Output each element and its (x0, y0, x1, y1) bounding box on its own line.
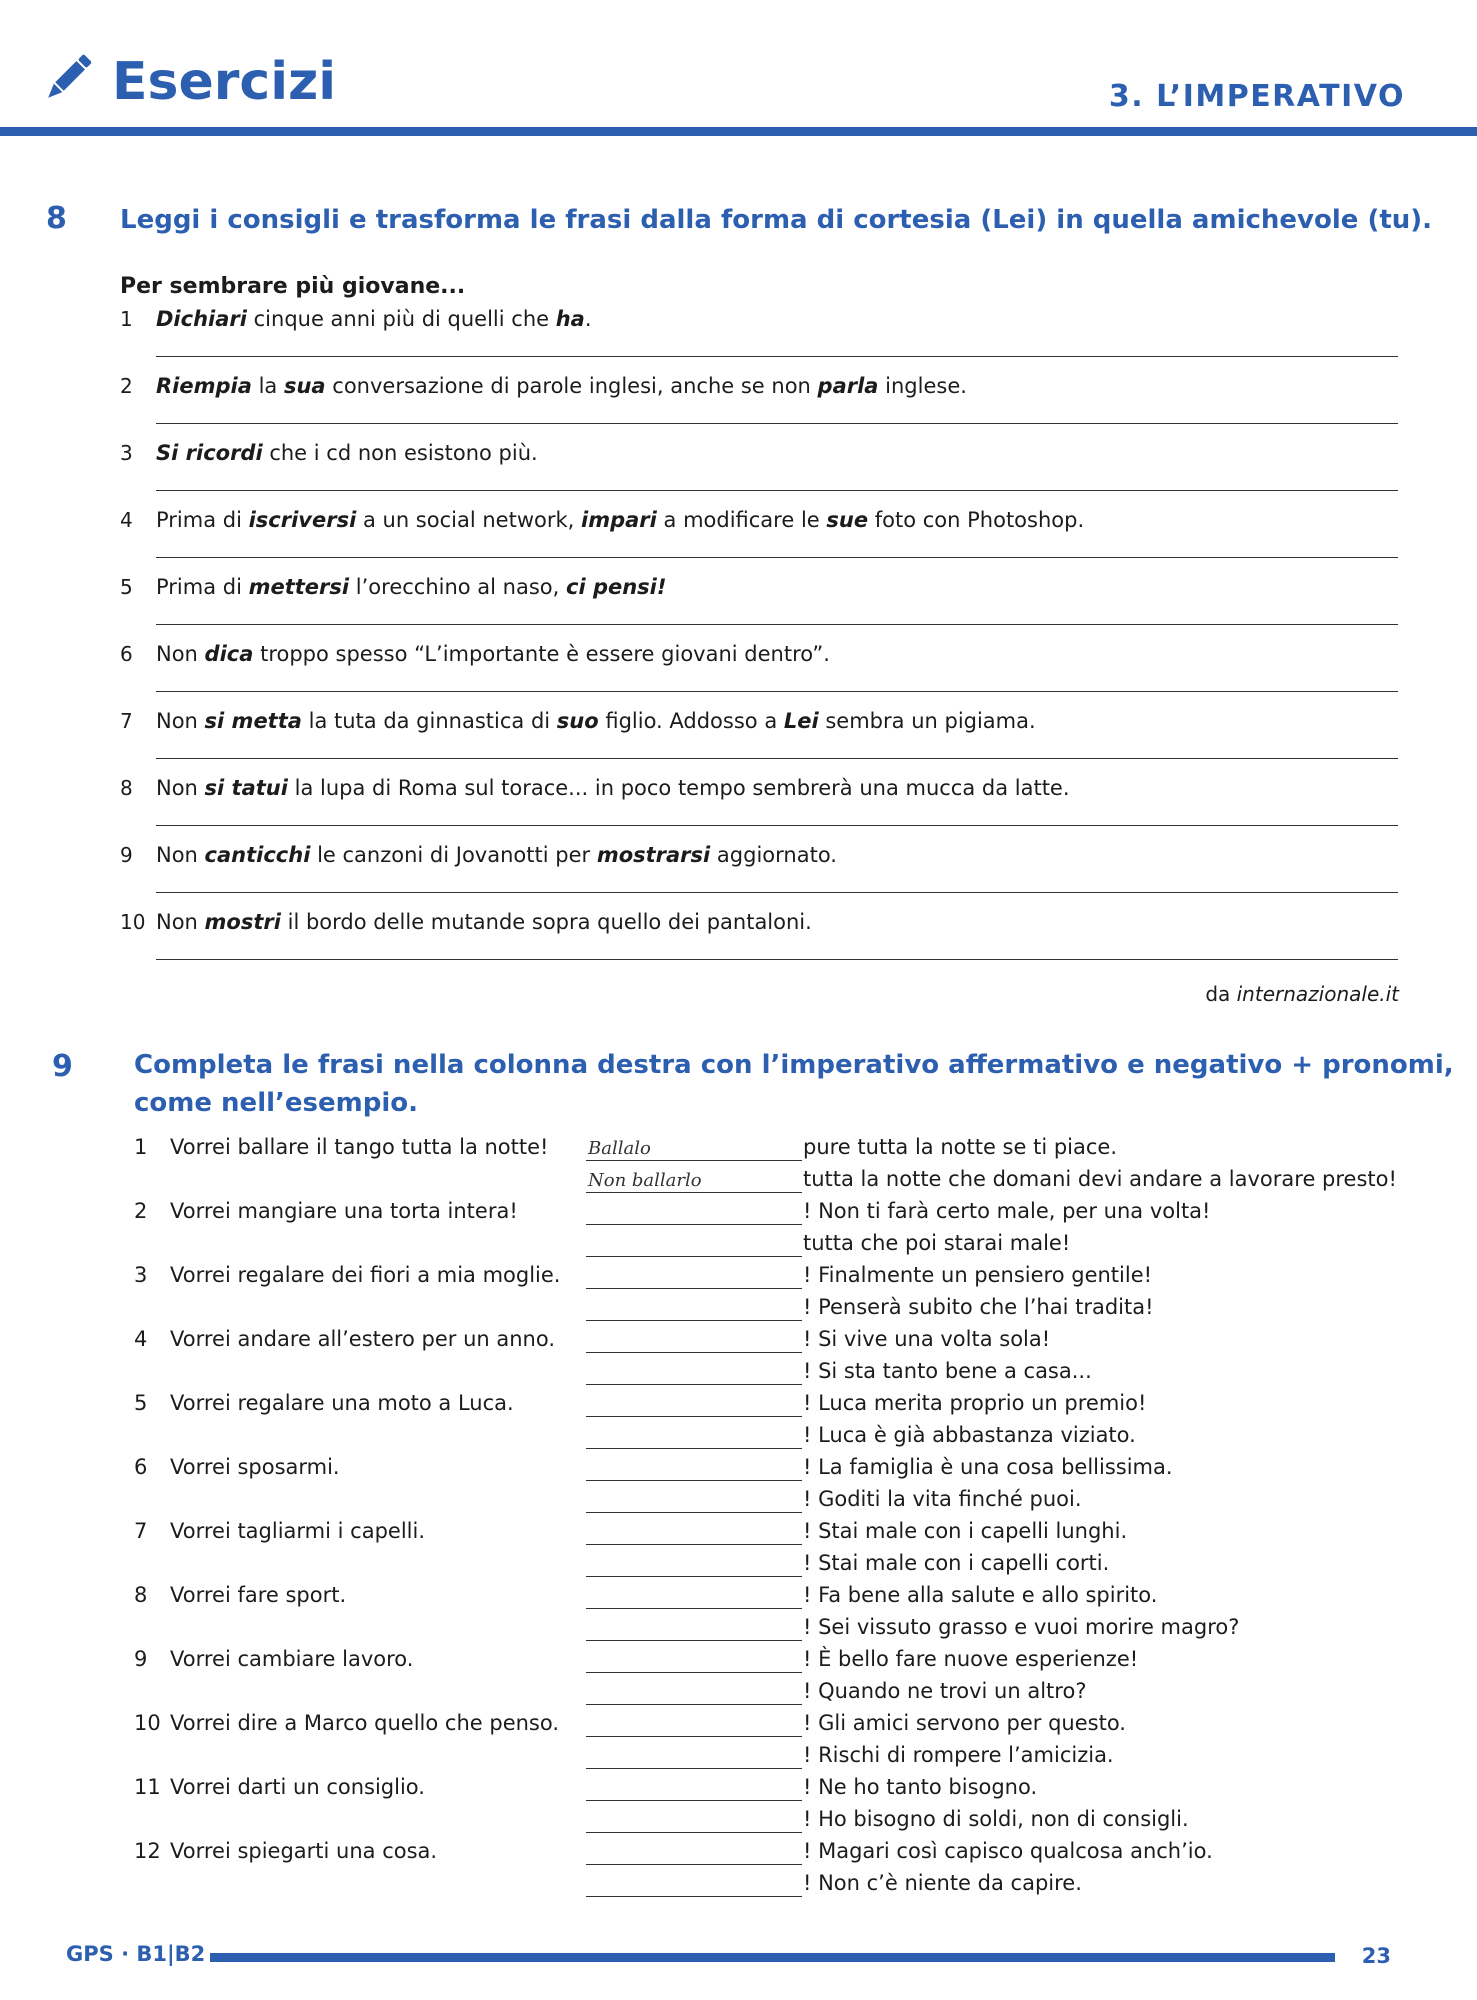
item-number: 7 (120, 709, 133, 733)
continuation-text: ! Sei vissuto grasso e vuoi morire magro? (803, 1615, 1240, 1639)
footer-page-number: 23 (1361, 1944, 1391, 1968)
exercise-8-item (120, 440, 1400, 500)
answer-blank[interactable] (586, 1710, 802, 1737)
item-number: 3 (134, 1263, 148, 1287)
item-sentence (156, 306, 592, 332)
source-credit (1205, 982, 1399, 1006)
continuation-text: ! Quando ne trovi un altro? (803, 1679, 1087, 1703)
question-text: Vorrei regalare una moto a Luca. (170, 1391, 514, 1415)
footer-book: GPS · B1|B2 (66, 1942, 206, 1966)
item-number: 8 (120, 776, 133, 800)
item-number: 8 (134, 1583, 148, 1607)
exercise-9-number: 9 (52, 1049, 73, 1084)
verb-emphasis: sue (826, 508, 869, 532)
question-text: Vorrei andare all’estero per un anno. (170, 1327, 556, 1351)
answer-blank[interactable] (586, 1838, 802, 1865)
item-sentence (156, 775, 1070, 801)
verb-emphasis: Riempia (156, 374, 252, 398)
item-number: 5 (134, 1391, 148, 1415)
answer-blank[interactable] (586, 1742, 802, 1769)
exercise-9-question (134, 1198, 518, 1224)
question-text: Vorrei ballare il tango tutta la notte! (170, 1135, 549, 1159)
verb-emphasis: mettersi (248, 575, 350, 599)
answer-blank[interactable] (586, 1230, 802, 1257)
continuation-text: ! Ho bisogno di soldi, non di consigli. (803, 1807, 1189, 1831)
item-number: 5 (120, 575, 133, 599)
exercise-9-question (134, 1134, 548, 1160)
answer-blank[interactable] (586, 1134, 802, 1161)
answer-line[interactable] (156, 691, 1398, 692)
continuation-text: ! Luca merita proprio un premio! (803, 1391, 1147, 1415)
page-header (0, 0, 1477, 140)
continuation-text: ! Non ti farà certo male, per una volta! (803, 1199, 1211, 1223)
item-number: 11 (134, 1775, 161, 1799)
exercise-9-question (134, 1262, 560, 1288)
verb-emphasis: canticchi (204, 843, 311, 867)
verb-emphasis: parla (817, 374, 879, 398)
continuation-text: ! Si vive una volta sola! (803, 1327, 1051, 1351)
answer-blank[interactable] (586, 1358, 802, 1385)
answer-blank[interactable] (586, 1486, 802, 1513)
item-number: 4 (120, 508, 133, 532)
exercise-9-question (134, 1710, 559, 1736)
answer-blank[interactable] (586, 1550, 802, 1577)
sentence-fragment: figlio. Addosso a (598, 709, 784, 733)
verb-emphasis: ci pensi! (566, 575, 667, 599)
sentence-fragment: troppo spesso “L’importante è essere giovani dentro”. (253, 642, 830, 666)
sentence-fragment: sembra un pigiama. (818, 709, 1036, 733)
answer-blank[interactable] (586, 1870, 802, 1897)
continuation-text: ! La famiglia è una cosa bellissima. (803, 1455, 1173, 1479)
header-title: Esercizi (112, 52, 337, 112)
sentence-fragment: Prima di (156, 508, 249, 532)
question-text: Vorrei spiegarti una cosa. (170, 1839, 438, 1863)
continuation-text: ! È bello fare nuove esperienze! (803, 1647, 1139, 1671)
answer-blank[interactable] (586, 1422, 802, 1449)
continuation-text: ! Stai male con i capelli lunghi. (803, 1519, 1128, 1543)
sentence-fragment: a modificare le (656, 508, 827, 532)
answer-line[interactable] (156, 557, 1398, 558)
exercise-8-item (120, 373, 1400, 433)
footer-rule (210, 1953, 1335, 1962)
exercise-9-question (134, 1390, 514, 1416)
exercise-8-item (120, 574, 1400, 634)
answer-blank[interactable] (586, 1390, 802, 1417)
item-number: 1 (134, 1135, 148, 1159)
verb-emphasis: Dichiari (156, 307, 247, 331)
question-text: Vorrei darti un consiglio. (170, 1775, 425, 1799)
item-number: 9 (134, 1647, 148, 1671)
item-sentence (156, 909, 812, 935)
exercise-9-question (134, 1774, 425, 1800)
sentence-fragment: la lupa di Roma sul torace... in poco tempo sembrerà una mucca da latte. (287, 776, 1070, 800)
continuation-text: ! Finalmente un pensiero gentile! (803, 1263, 1153, 1287)
continuation-text: pure tutta la notte se ti piace. (803, 1135, 1118, 1159)
sentence-fragment: che i cd non esistono più. (262, 441, 538, 465)
exercise-9-instruction-line2: come nell’esempio. (134, 1088, 418, 1118)
sentence-fragment: conversazione di parole inglesi, anche se non (325, 374, 818, 398)
sentence-fragment: Non (156, 843, 205, 867)
item-number: 7 (134, 1519, 148, 1543)
answer-blank[interactable] (586, 1678, 802, 1705)
answer-blank[interactable] (586, 1454, 802, 1481)
answer-blank[interactable] (586, 1166, 802, 1193)
item-sentence (156, 641, 830, 667)
continuation-text: ! Non c’è niente da capire. (803, 1871, 1082, 1895)
sentence-fragment: Prima di (156, 575, 249, 599)
sentence-fragment: la (251, 374, 284, 398)
continuation-text: ! Penserà subito che l’hai tradita! (803, 1295, 1154, 1319)
exercise-8-item (120, 909, 1400, 969)
sentence-fragment: Non (156, 709, 205, 733)
exercise-8-item (120, 842, 1400, 902)
continuation-text: ! Gli amici servono per questo. (803, 1711, 1126, 1735)
answer-blank[interactable] (586, 1326, 802, 1353)
sentence-fragment: Non (156, 910, 205, 934)
verb-emphasis: si tatui (204, 776, 288, 800)
exercise-8-number: 8 (46, 201, 67, 236)
answer-line[interactable] (156, 624, 1398, 625)
answer-line[interactable] (156, 892, 1398, 893)
sentence-fragment: foto con Photoshop. (868, 508, 1085, 532)
question-text: Vorrei regalare dei fiori a mia moglie. (170, 1263, 561, 1287)
question-text: Vorrei mangiare una torta intera! (170, 1199, 518, 1223)
item-number: 2 (134, 1199, 148, 1223)
verb-emphasis: ha (555, 307, 585, 331)
answer-blank[interactable] (586, 1614, 802, 1641)
verb-emphasis: si metta (204, 709, 302, 733)
item-number: 6 (134, 1455, 148, 1479)
exercise-9-question (134, 1838, 437, 1864)
answer-blank[interactable] (586, 1262, 802, 1289)
sentence-fragment: . (584, 307, 592, 331)
sentence-fragment: a un social network, (356, 508, 581, 532)
verb-emphasis: mostrarsi (596, 843, 711, 867)
continuation-text: ! Rischi di rompere l’amicizia. (803, 1743, 1114, 1767)
answer-blank[interactable] (586, 1774, 802, 1801)
question-text: Vorrei tagliarmi i capelli. (170, 1519, 426, 1543)
question-text: Vorrei sposarmi. (170, 1455, 340, 1479)
sentence-fragment: la tuta da ginnastica di (301, 709, 557, 733)
answer-line[interactable] (156, 490, 1398, 491)
exercise-8-item (120, 641, 1400, 701)
item-number: 1 (120, 307, 133, 331)
source-site: internazionale.it (1236, 982, 1399, 1006)
answer-blank[interactable] (586, 1518, 802, 1545)
answer-blank[interactable] (586, 1582, 802, 1609)
item-sentence (156, 440, 538, 466)
exercise-9-question (134, 1454, 340, 1480)
sentence-fragment: l’orecchino al naso, (349, 575, 566, 599)
continuation-text: ! Magari così capisco qualcosa anch’io. (803, 1839, 1213, 1863)
question-text: Vorrei fare sport. (170, 1583, 347, 1607)
question-text: Vorrei dire a Marco quello che penso. (170, 1711, 560, 1735)
answer-line[interactable] (156, 959, 1398, 960)
continuation-text: ! Ne ho tanto bisogno. (803, 1775, 1038, 1799)
verb-emphasis: sua (283, 374, 326, 398)
answer-line[interactable] (156, 356, 1398, 357)
continuation-text: ! Fa bene alla salute e allo spirito. (803, 1583, 1158, 1607)
verb-emphasis: dica (204, 642, 254, 666)
sentence-fragment: cinque anni più di quelli che (246, 307, 556, 331)
answer-blank[interactable] (586, 1294, 802, 1321)
sentence-fragment: aggiornato. (710, 843, 837, 867)
sentence-fragment: Non (156, 776, 205, 800)
verb-emphasis: Si ricordi (156, 441, 263, 465)
answer-line[interactable] (156, 423, 1398, 424)
item-number: 3 (120, 441, 133, 465)
sentence-fragment: Non (156, 642, 205, 666)
header-rule (0, 127, 1477, 136)
verb-emphasis: Lei (783, 709, 819, 733)
continuation-text: ! Stai male con i capelli corti. (803, 1551, 1110, 1575)
exercise-9-instruction-line1: Completa le frasi nella colonna destra con l’imperativo affermativo e negativo + pronomi, (134, 1050, 1454, 1080)
item-number: 12 (134, 1839, 161, 1863)
pencil-icon (38, 48, 98, 108)
sentence-fragment: inglese. (878, 374, 967, 398)
item-number: 6 (120, 642, 133, 666)
verb-emphasis: iscriversi (248, 508, 357, 532)
item-number: 10 (134, 1711, 161, 1735)
verb-emphasis: mostri (204, 910, 281, 934)
source-prefix: da (1205, 982, 1237, 1006)
sentence-fragment: le canzoni di Jovanotti per (310, 843, 597, 867)
item-sentence (156, 373, 967, 399)
continuation-text: tutta la notte che domani devi andare a lavorare presto! (803, 1167, 1397, 1191)
header-chapter: 3. L’IMPERATIVO (1108, 79, 1405, 114)
item-sentence (156, 574, 666, 600)
handwritten-answer: Non ballarlo (588, 1170, 702, 1191)
item-sentence (156, 708, 1036, 734)
item-sentence (156, 507, 1084, 533)
exercise-9-question (134, 1518, 425, 1544)
item-number: 10 (120, 910, 146, 934)
answer-blank[interactable] (586, 1806, 802, 1833)
exercise-8-instruction: Leggi i consigli e trasforma le frasi dalla forma di cortesia (Lei) in quella amichevole (tu). (120, 205, 1433, 235)
verb-emphasis: suo (556, 709, 599, 733)
exercise-8-subtitle: Per sembrare più giovane... (120, 274, 466, 299)
continuation-text: ! Luca è già abbastanza viziato. (803, 1423, 1136, 1447)
question-text: Vorrei cambiare lavoro. (170, 1647, 414, 1671)
item-number: 4 (134, 1327, 148, 1351)
exercise-8-item (120, 708, 1400, 768)
exercise-8-item (120, 507, 1400, 567)
answer-blank[interactable] (586, 1646, 802, 1673)
verb-emphasis: impari (581, 508, 657, 532)
exercise-8-item (120, 775, 1400, 835)
continuation-text: tutta che poi starai male! (803, 1231, 1071, 1255)
item-number: 2 (120, 374, 133, 398)
continuation-text: ! Goditi la vita finché puoi. (803, 1487, 1082, 1511)
sentence-fragment: il bordo delle mutande sopra quello dei pantaloni. (280, 910, 812, 934)
answer-blank[interactable] (586, 1198, 802, 1225)
exercise-9-question (134, 1646, 413, 1672)
exercise-9-question (134, 1326, 555, 1352)
exercise-9-question (134, 1582, 346, 1608)
continuation-text: ! Si sta tanto bene a casa... (803, 1359, 1092, 1383)
answer-line[interactable] (156, 758, 1398, 759)
answer-line[interactable] (156, 825, 1398, 826)
item-sentence (156, 842, 837, 868)
item-number: 9 (120, 843, 133, 867)
exercise-8-item (120, 306, 1400, 366)
handwritten-answer: Ballalo (588, 1138, 651, 1159)
